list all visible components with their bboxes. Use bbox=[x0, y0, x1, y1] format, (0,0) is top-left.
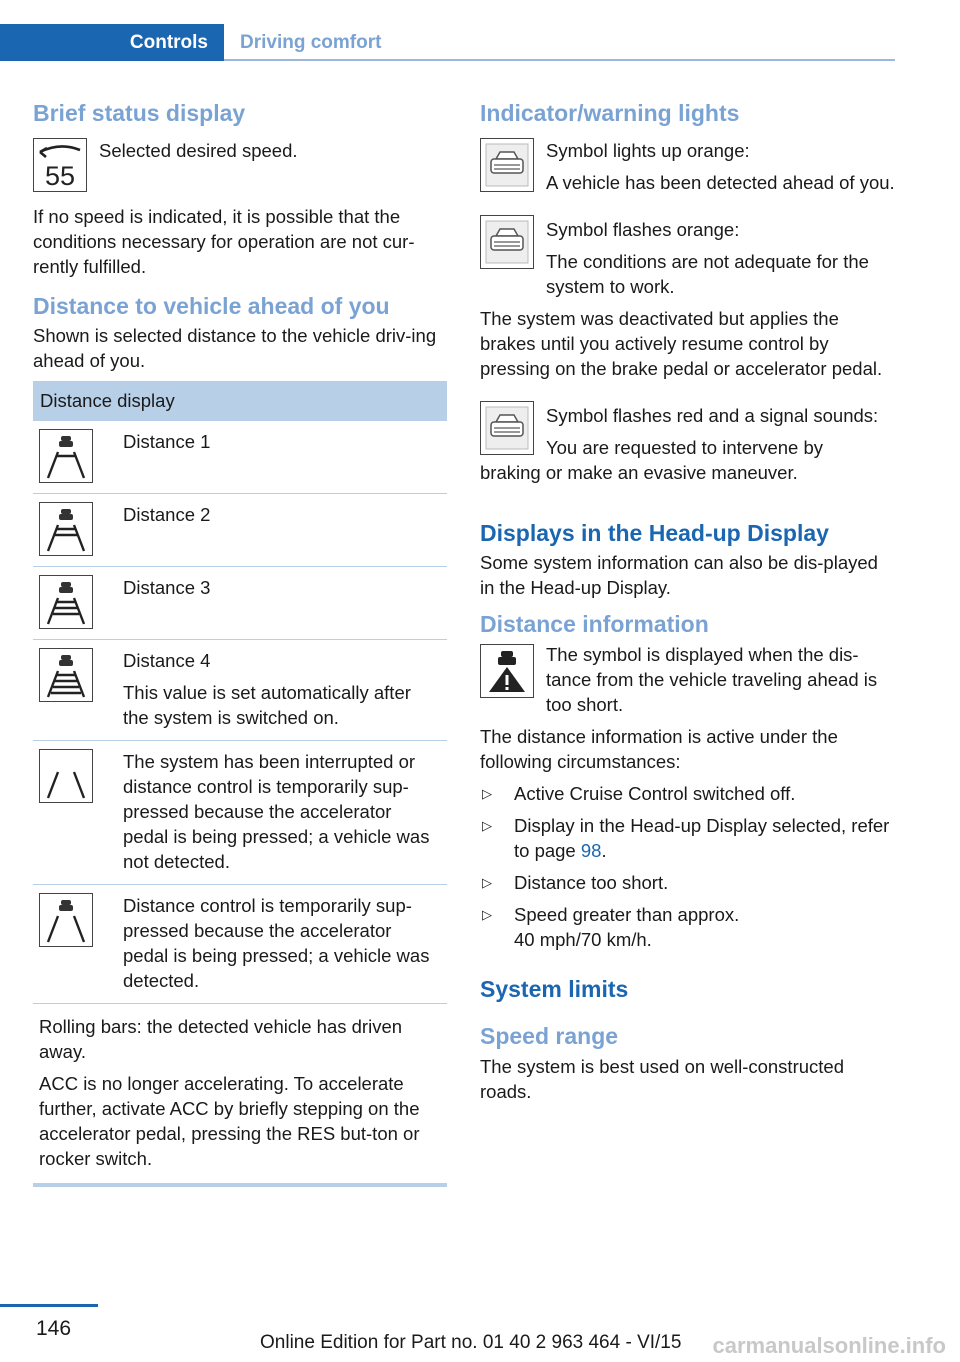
list-item: ▷ Active Cruise Control switched off. bbox=[482, 782, 796, 804]
speed-number: 55 bbox=[44, 160, 76, 191]
light-1-title: Symbol lights up orange: bbox=[546, 139, 750, 161]
edition-text: Online Edition for Part no. 01 40 2 963 464 - VI/15 bbox=[260, 1332, 682, 1353]
distance-4-label: Distance 4 bbox=[123, 650, 211, 672]
no-speed-text: If no speed is indicated, it is possible that the conditions necessary for operation are not cur-rently fulfilled. bbox=[33, 205, 415, 277]
speed-range-heading: Speed range bbox=[480, 1023, 619, 1050]
distance-info-symbol-text: The symbol is displayed when the dis-tance from the vehicle traveling ahead is too short. bbox=[546, 643, 878, 715]
tab-driving-comfort: Driving comfort bbox=[240, 31, 382, 53]
deactivated-text: The system was deactivated but applies the brakes until you actively resume control by pressing on the brake pedal or accelerator pedal. bbox=[480, 307, 883, 379]
interrupted-text: The system has been interrupted or distance control is temporarily sup-pressed because the accelerator pedal is being pressed; a vehicle was not detected. bbox=[117, 741, 447, 885]
indicator-row-1 bbox=[480, 138, 895, 195]
circumstances-list bbox=[480, 781, 895, 952]
lanes-vehicle-icon bbox=[39, 893, 93, 947]
hud-heading: Displays in the Head-up Display bbox=[480, 519, 829, 546]
distance-ahead-heading: Distance to vehicle ahead of you bbox=[33, 292, 390, 319]
distance-3-icon bbox=[39, 575, 93, 629]
page-number: 146 bbox=[36, 1317, 72, 1340]
hud-text: Some system information can also be dis-played in the Head-up Display. bbox=[480, 552, 878, 599]
triangle-bullet-icon: ▷ bbox=[482, 874, 492, 890]
distance-ahead-intro: Shown is selected distance to the vehicle driv-ing ahead of you. bbox=[33, 325, 437, 372]
indicator-row-2 bbox=[480, 217, 895, 299]
brief-status-heading: Brief status display bbox=[33, 100, 246, 126]
table-row bbox=[33, 421, 447, 494]
light-2-text: The conditions are not adequate for the system to work. bbox=[546, 250, 869, 297]
acc-text: ACC is no longer accelerating. To accelerate further, activate ACC by briefly stepping on the accelerator pedal, pressing the RES but-ton or rocker switch. bbox=[39, 1073, 420, 1170]
triangle-bullet-icon: ▷ bbox=[482, 785, 492, 801]
table-row bbox=[33, 741, 447, 885]
indicator-heading: Indicator/warning lights bbox=[480, 100, 740, 126]
watermark: carmanualsonline.info bbox=[712, 1333, 946, 1358]
table-row bbox=[33, 885, 447, 1004]
distance-display-table bbox=[33, 381, 447, 1187]
rolling-bars-text: Rolling bars: the detected vehicle has driven away. bbox=[39, 1016, 403, 1063]
list-item: ▷ Display in the Head-up Display selected, refer to page 98. bbox=[482, 814, 890, 861]
distance-warning-icon bbox=[480, 644, 534, 698]
distance-info-row bbox=[480, 642, 895, 717]
right-column bbox=[480, 100, 895, 1104]
distance-4-note: This value is set automatically after the system is switched on. bbox=[123, 682, 411, 729]
list-item: ▷ Distance too short. bbox=[482, 871, 669, 893]
distance-4-icon bbox=[39, 648, 93, 702]
light-3-text-b: braking or make an evasive maneuver. bbox=[480, 461, 798, 483]
distance-2-label: Distance 2 bbox=[117, 494, 447, 567]
lanes-no-vehicle-icon bbox=[39, 749, 93, 803]
page-98-link[interactable]: 98 bbox=[580, 839, 602, 861]
distance-2-icon bbox=[39, 502, 93, 556]
table-row bbox=[33, 567, 447, 640]
car-symbol-icon bbox=[480, 138, 534, 192]
distance-1-icon bbox=[39, 429, 93, 483]
table-row bbox=[33, 640, 447, 741]
footer-rule bbox=[0, 1304, 98, 1307]
light-3-title: Symbol flashes red and a signal sounds: bbox=[546, 404, 879, 426]
suppressed-text: Distance control is temporarily sup-pressed because the accelerator pedal is being pressed; a vehicle was detected. bbox=[117, 885, 447, 1004]
light-1-text: A vehicle has been detected ahead of you. bbox=[546, 171, 895, 193]
light-3-text-a: You are requested to intervene by bbox=[546, 436, 824, 458]
car-symbol-icon bbox=[480, 401, 534, 455]
indicator-row-3 bbox=[480, 403, 895, 460]
distance-info-heading: Distance information bbox=[480, 611, 709, 638]
header-rule bbox=[224, 59, 895, 61]
speed-range-text: The system is best used on well-constructed roads. bbox=[480, 1055, 844, 1102]
left-column bbox=[33, 100, 447, 1187]
distance-info-active-text: The distance information is active under the following circumstances: bbox=[480, 725, 838, 772]
brief-status-row bbox=[33, 138, 447, 192]
car-symbol-icon bbox=[480, 215, 534, 269]
speed-55-icon bbox=[33, 138, 87, 192]
list-item: ▷ Speed greater than approx. 40 mph/70 km/h. bbox=[482, 903, 740, 950]
triangle-bullet-icon: ▷ bbox=[482, 817, 492, 833]
system-limits-heading: System limits bbox=[480, 975, 629, 1002]
tab-controls: Controls bbox=[0, 24, 224, 61]
distance-display-header: Distance display bbox=[33, 381, 447, 421]
triangle-bullet-icon: ▷ bbox=[482, 906, 492, 922]
distance-1-label: Distance 1 bbox=[117, 421, 447, 494]
selected-speed-text: Selected desired speed. bbox=[99, 139, 298, 161]
page-header bbox=[0, 24, 895, 62]
table-row bbox=[33, 1004, 447, 1186]
light-2-title: Symbol flashes orange: bbox=[546, 218, 740, 240]
distance-3-label: Distance 3 bbox=[117, 567, 447, 640]
table-row bbox=[33, 494, 447, 567]
